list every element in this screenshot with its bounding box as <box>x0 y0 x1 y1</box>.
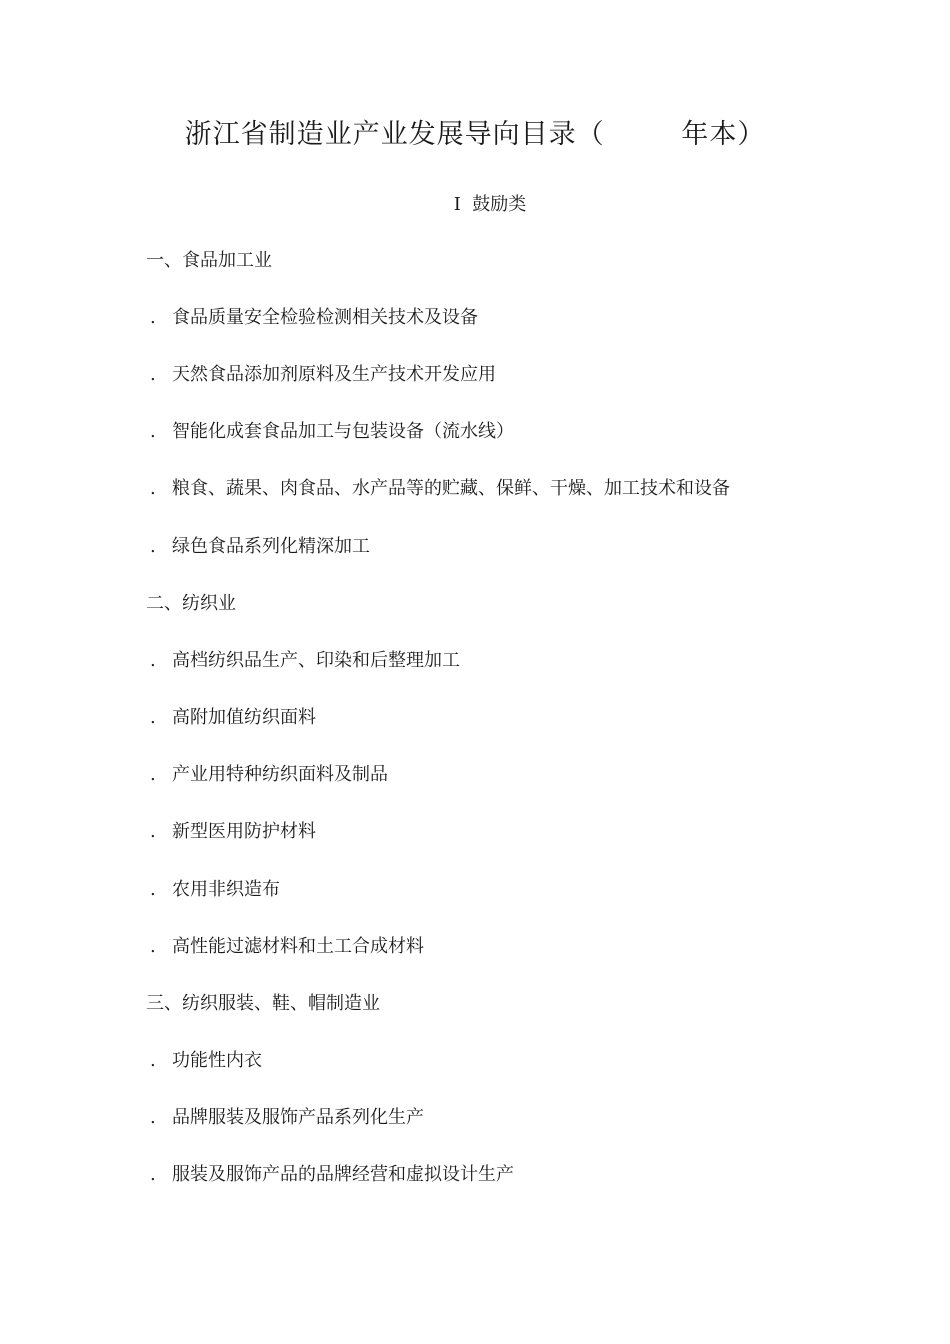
item-marker: . <box>150 478 156 499</box>
list-item <box>150 935 424 959</box>
list-item <box>150 477 730 501</box>
item-marker: . <box>150 536 156 557</box>
list-item-text: 高档纺织品生产、印染和后整理加工 <box>172 650 460 671</box>
item-marker: . <box>150 1164 156 1185</box>
item-marker: . <box>150 707 156 728</box>
list-item-text: 食品质量安全检验检测相关技术及设备 <box>172 307 478 328</box>
item-marker: . <box>150 821 156 842</box>
list-item-text: 品牌服装及服饰产品系列化生产 <box>172 1107 424 1128</box>
list-item-text: 服装及服饰产品的品牌经营和虚拟设计生产 <box>172 1164 514 1185</box>
item-marker: . <box>150 1050 156 1071</box>
section-heading: 三、纺织服装、鞋、帽制造业 <box>146 993 380 1014</box>
list-item <box>150 1163 514 1187</box>
item-marker: . <box>150 307 156 328</box>
page-title: 浙江省制造业产业发展导向目录（ 年本） <box>184 119 766 150</box>
list-item-text: 高附加值纺织面料 <box>172 707 316 728</box>
list-item <box>150 1049 262 1073</box>
item-marker: . <box>150 650 156 671</box>
list-item <box>150 878 280 902</box>
section-heading: 二、纺织业 <box>146 593 236 614</box>
item-marker: . <box>150 364 156 385</box>
section-heading: 一、食品加工业 <box>146 250 272 271</box>
list-item-text: 产业用特种纺织面料及制品 <box>172 764 388 785</box>
category-heading: Ⅰ 鼓励类 <box>453 194 527 215</box>
list-item <box>150 363 496 387</box>
list-item <box>150 306 478 330</box>
list-item <box>150 820 316 844</box>
item-marker: . <box>150 421 156 442</box>
list-item-text: 农用非织造布 <box>172 879 280 900</box>
list-item-text: 绿色食品系列化精深加工 <box>172 536 370 557</box>
list-item <box>150 763 388 787</box>
list-item-text: 天然食品添加剂原料及生产技术开发应用 <box>172 364 496 385</box>
list-item <box>150 420 514 444</box>
list-item-text: 新型医用防护材料 <box>172 821 316 842</box>
item-marker: . <box>150 764 156 785</box>
list-item <box>150 706 316 730</box>
list-item-text: 智能化成套食品加工与包装设备（流水线） <box>172 421 514 442</box>
item-marker: . <box>150 1107 156 1128</box>
item-marker: . <box>150 879 156 900</box>
list-item-text: 粮食、蔬果、肉食品、水产品等的贮藏、保鲜、干燥、加工技术和设备 <box>172 478 730 499</box>
item-marker: . <box>150 936 156 957</box>
list-item-text: 功能性内衣 <box>172 1050 262 1071</box>
list-item <box>150 535 370 559</box>
list-item-text: 高性能过滤材料和土工合成材料 <box>172 936 424 957</box>
list-item <box>150 649 460 673</box>
list-item <box>150 1106 424 1130</box>
